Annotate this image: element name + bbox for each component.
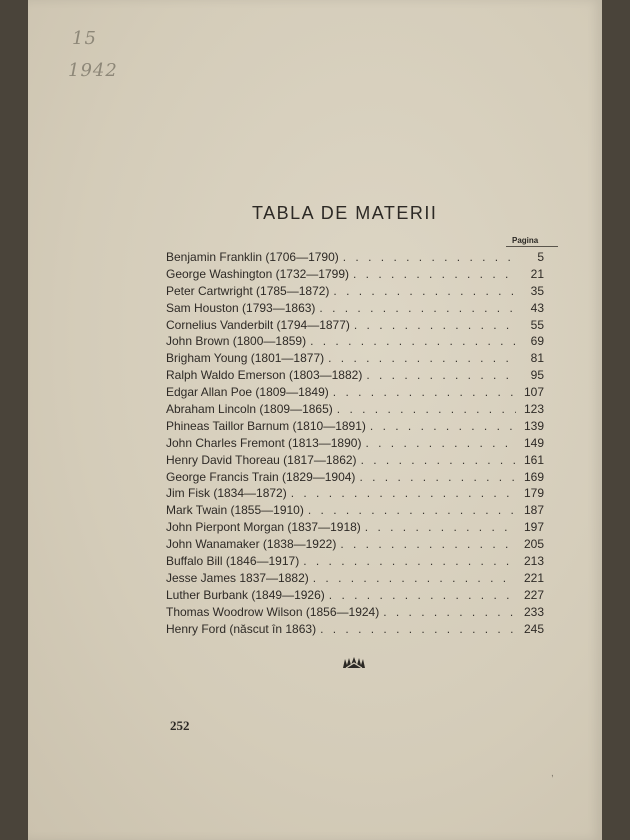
toc-entry-title: Abraham Lincoln (1809—1865) [166,402,333,417]
toc-entry-title: Buffalo Bill (1846—1917) [166,554,300,569]
toc-entry-page: 95 [530,368,544,383]
toc-entry-title: Peter Cartwright (1785—1872) [166,283,330,298]
dot-leader [366,368,516,382]
dot-leader [383,605,516,619]
toc-entry-page: 213 [523,554,544,569]
column-header-rule [506,246,558,247]
book-page [28,0,602,840]
dot-leader [303,554,516,568]
page-title: TABLA DE MATERII [252,203,438,223]
toc-entry-page: 197 [523,520,544,535]
toc-entry [166,486,544,503]
paper-speck: , [551,768,554,779]
toc-entry-title: John Pierpont Morgan (1837—1918) [166,520,361,535]
dot-leader [353,267,516,281]
toc-entry [166,436,544,453]
dot-leader [333,385,516,399]
toc-entry-title: John Wanamaker (1838—1922) [166,537,337,552]
printer-ornament-icon [342,656,366,675]
toc-entry-page: 227 [523,587,544,602]
toc-entry-page: 205 [523,537,544,552]
toc-entry [166,385,544,402]
dot-leader [333,284,516,298]
toc-entry-title: Cornelius Vanderbilt (1794—1877) [166,317,350,332]
toc-entry [166,571,544,588]
toc-entry [166,368,544,385]
toc-entry-title: Edgar Allan Poe (1809—1849) [166,385,329,400]
toc-entry [166,318,544,335]
toc-entry-page: 69 [530,334,544,349]
dot-leader [365,520,516,534]
column-header-pagina: Pagina [512,236,539,245]
toc-entry [166,267,544,284]
toc-entry [166,453,544,470]
dot-leader [291,486,516,500]
toc-entry-page: 187 [523,503,544,518]
toc-entry [166,520,544,537]
dot-leader [361,453,516,467]
toc-entry [166,301,544,318]
toc-entry-page: 43 [530,300,544,315]
toc-entry [166,537,544,554]
toc-entry-page: 123 [523,402,544,417]
toc-entry-page: 107 [523,385,544,400]
dot-leader [328,351,516,365]
pencil-annotation-year: 1942 [68,60,118,81]
toc-entry [166,554,544,571]
toc-entry-title: Henry David Thoreau (1817—1862) [166,452,357,467]
dot-leader [370,419,516,433]
toc-entry-title: Sam Houston (1793—1863) [166,300,316,315]
dot-leader [320,622,516,636]
toc-entry [166,334,544,351]
dot-leader [308,503,516,517]
dot-leader [359,470,516,484]
toc-entry-page: 81 [530,351,544,366]
toc-entry-page: 233 [523,604,544,619]
dot-leader [313,571,516,585]
toc-entry [166,588,544,605]
toc-entry-title: Luther Burbank (1849—1926) [166,587,325,602]
toc-entry [166,605,544,622]
toc-entry [166,250,544,267]
dot-leader [340,537,516,551]
toc-entry-title: Jesse James 1837—1882) [166,570,309,585]
dot-leader [343,250,516,264]
toc-entry-title: Mark Twain (1855—1910) [166,503,304,518]
page-number: 252 [170,718,190,733]
toc-entry-title: Jim Fisk (1834—1872) [166,486,287,501]
pencil-annotation-top: 15 [72,28,97,49]
toc-entry [166,622,544,639]
toc-entry-page: 149 [523,435,544,450]
toc-entry-title: John Charles Fremont (1813—1890) [166,435,362,450]
toc-entry [166,284,544,301]
toc-entry-page: 245 [523,621,544,636]
toc-entry-page: 5 [537,250,544,264]
toc-entry-page: 35 [530,283,544,298]
toc-entry-title: Brigham Young (1801—1877) [166,351,325,366]
toc-entry-title: Benjamin Franklin (1706—1790) [166,250,339,264]
dot-leader [310,334,516,348]
toc-entry-title: John Brown (1800—1859) [166,334,307,349]
toc-entry [166,503,544,520]
toc-entry-title: Ralph Waldo Emerson (1803—1882) [166,368,363,383]
toc-entry-page: 179 [523,486,544,501]
toc-entry [166,419,544,436]
toc-entry [166,402,544,419]
toc-entry-title: George Francis Train (1829—1904) [166,469,356,484]
toc-entry-page: 21 [530,266,544,281]
dot-leader [337,402,516,416]
toc-entry-title: Thomas Woodrow Wilson (1856—1924) [166,604,380,619]
toc-entry-page: 161 [523,452,544,467]
dot-leader [329,588,516,602]
toc-entry [166,351,544,368]
toc-entry-page: 55 [530,317,544,332]
toc-entry-page: 139 [523,418,544,433]
dot-leader [354,318,516,332]
table-of-contents [166,250,544,638]
dot-leader [365,436,516,450]
toc-entry-page: 221 [523,570,544,585]
dot-leader [319,301,516,315]
toc-entry-page: 169 [523,469,544,484]
toc-entry [166,470,544,487]
toc-entry-title: Phineas Taillor Barnum (1810—1891) [166,418,366,433]
toc-entry-title: Henry Ford (născut în 1863) [166,621,317,636]
toc-entry-title: George Washington (1732—1799) [166,266,349,281]
